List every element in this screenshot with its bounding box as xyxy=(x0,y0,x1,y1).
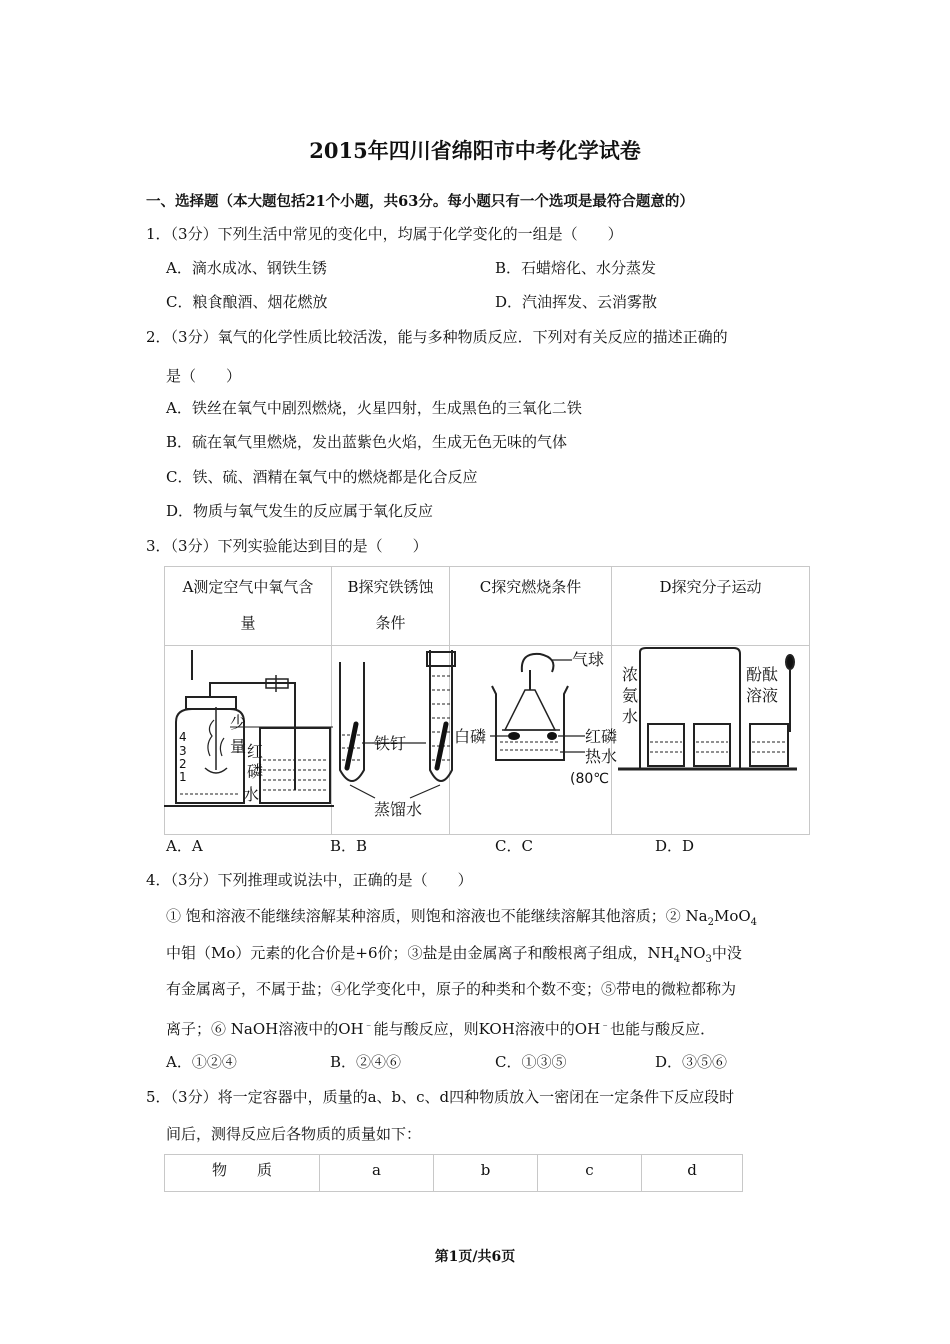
d-label-conc-2: 氨 xyxy=(622,686,639,705)
b-nail-left xyxy=(347,724,356,768)
c-white-phos xyxy=(508,732,520,740)
b-tube-right xyxy=(430,650,452,781)
q4-option-b: B．②④⑥ xyxy=(330,1053,402,1071)
mass-table xyxy=(164,1154,743,1192)
c-label-temp: (80℃ xyxy=(570,771,609,787)
q4-line-4: 离子；⑥ NaOH溶液中的OH﹣能与酸反应，则KOH溶液中的OH﹣也能与酸反应． xyxy=(166,1020,716,1038)
q4-option-a: A．①②④ xyxy=(166,1053,237,1071)
a-scale-1: 1 xyxy=(179,770,187,784)
section-heading: 一、选择题（本大题包括21个小题，共63分。每小题只有一个选项是最符合题意的） xyxy=(146,193,694,210)
d-label-conc-3: 水 xyxy=(622,707,639,726)
q2-option-c: C．铁、硫、酒精在氧气中的燃烧都是化合反应 xyxy=(166,468,478,486)
b-label-nail: 铁钉 xyxy=(374,734,407,753)
question-5-stem-cont: 间后，测得反应后各物质的质量如下： xyxy=(166,1125,422,1143)
a-stopper xyxy=(186,697,236,709)
mass-header-b: b xyxy=(434,1155,538,1192)
q1-option-c: C．粮食酿酒、烟花燃放 xyxy=(166,293,328,311)
c-label-red: 红磷 xyxy=(585,727,618,746)
question-2-stem: 2．（3分）氧气的化学性质比较活泼，能与多种物质反应．下列对有关反应的描述正确的 xyxy=(146,328,728,346)
q2-option-b: B．硫在氧气里燃烧，发出蓝紫色火焰，生成无色无味的气体 xyxy=(166,433,568,451)
c-label-hot: 热水 xyxy=(585,747,618,766)
q4-line-1: ① 饱和溶液不能继续溶解某种溶质，则饱和溶液也不能继续溶解其他溶质；② $Na_2MoO_4$ xyxy=(166,907,758,928)
d-label-conc-1: 浓 xyxy=(622,665,639,684)
q3-option-b: B．B xyxy=(330,837,368,855)
mass-header-d: d xyxy=(642,1155,743,1192)
header-c: C探究燃烧条件 xyxy=(450,567,612,646)
d-bell-jar xyxy=(640,648,740,768)
header-d: D探究分子运动 xyxy=(612,567,810,646)
b-tube-left xyxy=(340,662,364,781)
q1-option-d: D．汽油挥发、云消雾散 xyxy=(495,293,658,311)
page-footer: 第1页/共6页 xyxy=(434,1249,516,1265)
q3-option-a: A．A xyxy=(166,837,203,855)
a-label-water: 水 xyxy=(243,785,260,804)
q2-option-a: A．铁丝在氧气中剧烈燃烧，火星四射，生成黑色的三氧化二铁 xyxy=(166,399,582,417)
a-label-less: 少 xyxy=(230,713,247,732)
q4-line-2: 中钼（Mo）元素的化合价是+6价；③盐是由金属离子和酸根离子组成，$NH_4NO_3$中没 xyxy=(166,944,742,965)
b-label-water: 蒸馏水 xyxy=(374,800,423,819)
a-label-amount: 量 xyxy=(230,737,247,756)
d-label-phen-2: 溶液 xyxy=(746,686,779,705)
d-label-phen-1: 酚酞 xyxy=(746,665,779,684)
q3-option-d: D．D xyxy=(655,837,695,855)
q1-option-b: B．石蜡熔化、水分蒸发 xyxy=(495,259,657,277)
c-balloon xyxy=(522,654,554,672)
q3-option-c: C．C xyxy=(495,837,533,855)
mass-header-a: a xyxy=(320,1155,434,1192)
d-beaker-2 xyxy=(694,724,730,766)
header-b: B探究铁锈蚀 条件 xyxy=(332,567,450,646)
mass-header-substance: 物 质 xyxy=(165,1155,320,1192)
c-red-phos xyxy=(547,732,557,740)
question-1-stem: 1．（3分）下列生活中常见的变化中，均属于化学变化的一组是（ ） xyxy=(146,225,623,243)
question-4-stem: 4．（3分）下列推理或说法中，正确的是（ ） xyxy=(146,871,473,889)
question-2-stem-cont: 是（ ） xyxy=(166,367,242,385)
c-label-white: 白磷 xyxy=(454,727,487,746)
header-a: A测定空气中氧气含 量 xyxy=(165,567,332,646)
q4-option-c: C．①③⑤ xyxy=(495,1053,567,1071)
q4-option-d: D．③⑤⑥ xyxy=(655,1053,728,1071)
question-3-stem: 3．（3分）下列实验能达到目的是（ ） xyxy=(146,537,428,555)
mass-header-c: c xyxy=(538,1155,642,1192)
c-beaker xyxy=(492,686,568,760)
d-beaker-1 xyxy=(648,724,684,766)
a-scale-3: 3 xyxy=(179,744,187,758)
page-title: 2015年四川省绵阳市中考化学试卷 xyxy=(309,138,641,163)
a-label-phos: 磷 xyxy=(247,762,264,781)
a-scale-4: 4 xyxy=(179,730,187,744)
c-label-balloon: 气球 xyxy=(572,650,605,669)
q4-line-3: 有金属离子，不属于盐；④化学变化中，原子的种类和个数不变；⑤带电的微粒都称为 xyxy=(166,980,737,998)
q1-option-a: A．滴水成冰、钢铁生锈 xyxy=(166,259,327,277)
b-stopper xyxy=(427,652,455,666)
q2-option-d: D．物质与氧气发生的反应属于氧化反应 xyxy=(166,502,434,520)
d-beaker-3 xyxy=(750,724,788,766)
question-5-stem: 5．（3分）将一定容器中，质量的a、b、c、d四种物质放入一密闭在一定条件下反应段时 xyxy=(146,1088,735,1106)
a-label-red: 红 xyxy=(247,742,264,761)
a-scale-2: 2 xyxy=(179,757,187,771)
